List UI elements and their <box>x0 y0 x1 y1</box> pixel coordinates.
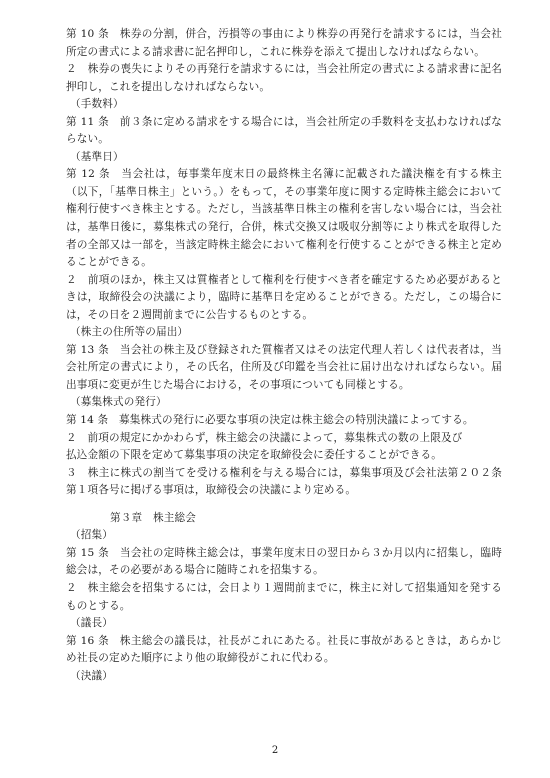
article-16-paragraph: 第 16 条 株主総会の議長は，社長がこれにあたる。社長に事故があるときは，あらかじめ社長の定めた順序により他の取締役がこれに代わる。 <box>66 634 502 665</box>
caption-share-issuance: （募集株式の発行） <box>70 396 167 409</box>
article-12-paragraph-2: ２ 前項のほか，株主又は質権者として権利を行使すべき者を確定するため必要があるときは，取締役会の決議により，臨時に基準日を定めることができる。ただし，この場合には，その日を２週間前までに公告するものとする。 <box>66 273 502 321</box>
article-11-paragraph: 第 11 条 前３条に定める請求をする場合には，当会社所定の手数料を支払わなければならない。 <box>66 115 502 146</box>
caption-record-date: （基準日） <box>70 150 124 163</box>
article-12-paragraph-1: 第 12 条 当会社は，毎事業年度末日の最終株主名簿に記載された議決権を有する株主（以下，「基準日株主」という。）をもって，その事業年度に関する定時株主総会において権利行使すべき株主とする。ただし，当該基準日株主の権利を害しない場合には，当会社は，基準日後に，募集株式の発行，合併，株式交換又は吸収分割等により株式を取得した者の全部又は一部を，当該定時株主総会において権利を行使することができる株主と定めることができる。 <box>66 168 502 269</box>
caption-fees: （手数料） <box>70 98 124 111</box>
article-13-paragraph: 第 13 条 当会社の株主及び登録された質権者又はその法定代理人若しくは代表者は，当会社所定の書式により，その氏名，住所及び印鑑を当会社に届け出なければならない。届出事項に変更が生じた場合における，その事項についても同様とする。 <box>66 343 502 391</box>
article-14-paragraph-1: 第 14 条 募集株式の発行に必要な事項の決定は株主総会の特別決議によってする。 <box>66 414 474 427</box>
article-14-paragraph-2-continued: 払込金額の下限を定めて募集事項の決定を取締役会に委任することができる。 <box>66 449 443 462</box>
caption-address-notification: （株主の住所等の届出） <box>70 326 189 339</box>
article-15-paragraph-1: 第 15 条 当会社の定時株主総会は，事業年度末日の翌日から３か月以内に招集し，臨時総会は，その必要がある場合に随時これを招集する。 <box>66 546 502 577</box>
article-14-paragraph-2: ２ 前項の規定にかかわらず，株主総会の決議によって，募集株式の数の上限及び <box>66 431 463 444</box>
caption-resolution: （決議） <box>70 669 113 682</box>
page-number: 2 <box>271 745 279 756</box>
document-body <box>66 26 502 685</box>
article-15-paragraph-2: ２ 株主総会を招集するには，会日より１週間前までに，株主に対して招集通知を発するものとする。 <box>66 581 502 612</box>
article-10-paragraph-1: 第 10 条 株券の分割，併合，汚損等の事由により株券の再発行を請求するには，当会社所定の書式による請求書に記名押印し，これに株券を添えて提出しなければならない。 <box>66 28 502 58</box>
article-14-paragraph-3: ３ 株主に株式の割当てを受ける権利を与える場合には，募集事項及び会社法第２０２条第１項各号に掲げる事項は，取締役会の決議により定める。 <box>66 466 502 497</box>
caption-convocation: （招集） <box>70 529 113 542</box>
chapter-heading: 第３章 株主総会 <box>110 511 196 524</box>
article-10-paragraph-2: ２ 株券の喪失によりその再発行を請求するには，当会社所定の書式による請求書に記名押印し，これを提出しなければならない。 <box>66 63 502 93</box>
caption-chairperson: （議長） <box>70 617 113 630</box>
